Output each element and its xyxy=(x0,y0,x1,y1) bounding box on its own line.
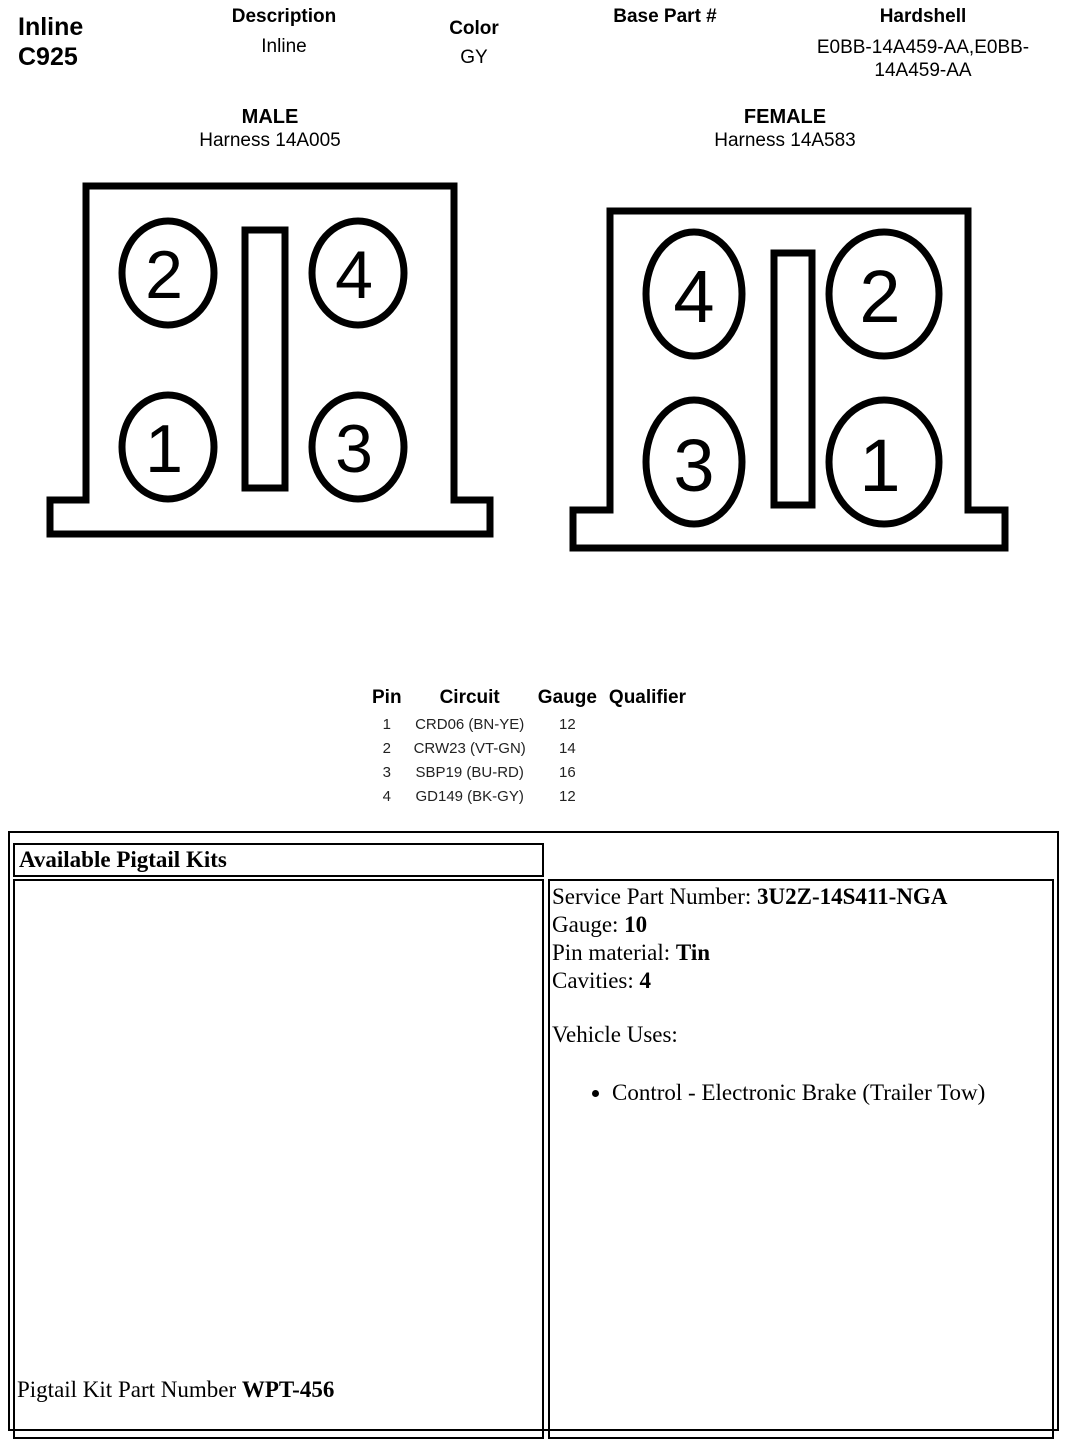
pin-table xyxy=(366,684,692,808)
gauge-cell: 12 xyxy=(559,715,576,733)
circuit-cell: SBP19 (BU-RD) xyxy=(415,763,524,781)
vehicle-uses-label: Vehicle Uses: xyxy=(552,1022,678,1047)
qualifier-cell xyxy=(603,712,692,736)
hardshell-label: Hardshell xyxy=(879,6,967,27)
pin-cell: 2 xyxy=(382,739,391,757)
circuit-cell: GD149 (BK-GY) xyxy=(415,787,524,805)
service-part-panel xyxy=(548,879,1054,1439)
male-harness: Harness 14A005 xyxy=(199,130,341,151)
pin-column-header: Pin xyxy=(372,687,402,708)
base-part-label: Base Part # xyxy=(613,6,717,27)
pigtail-kit-panel xyxy=(13,879,544,1439)
pigtail-kit-label: Pigtail Kit Part Number xyxy=(17,1377,242,1402)
hardshell-line-1: E0BB-14A459-AA,E0BB- xyxy=(816,37,1030,58)
gauge-cell: 14 xyxy=(559,739,576,757)
male-center-key xyxy=(245,230,285,488)
pin-cell: 4 xyxy=(382,787,391,805)
description-value: Inline xyxy=(261,36,307,57)
qualifier-cell xyxy=(603,760,692,784)
male-pin-label: 1 xyxy=(145,411,183,487)
female-title: FEMALE xyxy=(743,106,827,128)
gauge-value: 10 xyxy=(624,912,648,937)
service-part-label: Service Part Number: xyxy=(552,884,758,909)
cavities-line xyxy=(552,967,1050,995)
gauge-line xyxy=(552,911,1050,939)
cavities-value: 4 xyxy=(639,968,652,993)
connector-id: C925 xyxy=(18,43,78,71)
vehicle-uses-list xyxy=(552,1079,1050,1107)
gauge-cell: 16 xyxy=(559,763,576,781)
pin-material-line xyxy=(552,939,1050,967)
qualifier-cell xyxy=(603,736,692,760)
gauge-cell: 12 xyxy=(559,787,576,805)
circuit-cell: CRW23 (VT-GN) xyxy=(413,739,526,757)
service-part-number xyxy=(552,883,1050,911)
gauge-column-header: Gauge xyxy=(537,687,597,708)
gauge-label: Gauge: xyxy=(552,912,625,937)
female-connector-face xyxy=(573,211,1005,548)
female-pin-label: 1 xyxy=(859,424,901,507)
pin-material-value: Tin xyxy=(675,940,711,965)
table-row xyxy=(366,712,692,736)
female-housing-outline xyxy=(573,211,1005,548)
table-row xyxy=(366,784,692,808)
circuit-cell: CRD06 (BN-YE) xyxy=(415,715,525,733)
pin-cell: 3 xyxy=(382,763,391,781)
connector-type: Inline xyxy=(18,13,84,41)
female-pin-label: 2 xyxy=(859,255,901,338)
pigtail-kit-value: WPT-456 xyxy=(241,1377,335,1402)
male-title: MALE xyxy=(241,106,299,128)
list-item: • Control - Electronic Brake (Trailer Tow) xyxy=(612,1079,1050,1107)
male-pin-label: 2 xyxy=(145,237,183,313)
pigtail-kit-part-number xyxy=(17,1376,334,1404)
female-harness: Harness 14A583 xyxy=(714,130,856,151)
pin-cell: 1 xyxy=(382,715,391,733)
pin-material-label: Pin material: xyxy=(552,940,676,965)
male-housing-outline xyxy=(50,186,490,534)
table-row xyxy=(366,760,692,784)
circuit-column-header: Circuit xyxy=(439,687,500,708)
female-pin-label: 3 xyxy=(673,424,715,507)
connector-diagram xyxy=(0,0,1066,600)
hardshell-line-2: 14A459-AA xyxy=(874,60,972,81)
color-label: Color xyxy=(449,18,499,39)
male-pin-label: 4 xyxy=(335,237,373,313)
qualifier-cell xyxy=(603,784,692,808)
description-label: Description xyxy=(231,6,337,27)
qualifier-column-header: Qualifier xyxy=(608,687,686,708)
male-pin-label: 3 xyxy=(335,411,373,487)
service-part-value: 3U2Z-14S411-NGA xyxy=(757,884,948,909)
female-center-key xyxy=(774,253,812,505)
pin-table-header xyxy=(366,684,692,712)
female-pin-label: 4 xyxy=(673,255,715,338)
color-value: GY xyxy=(460,47,488,68)
male-connector-face xyxy=(50,186,490,534)
cavities-label: Cavities: xyxy=(552,968,640,993)
table-row xyxy=(366,736,692,760)
pigtail-kits-heading: Available Pigtail Kits xyxy=(13,843,544,877)
